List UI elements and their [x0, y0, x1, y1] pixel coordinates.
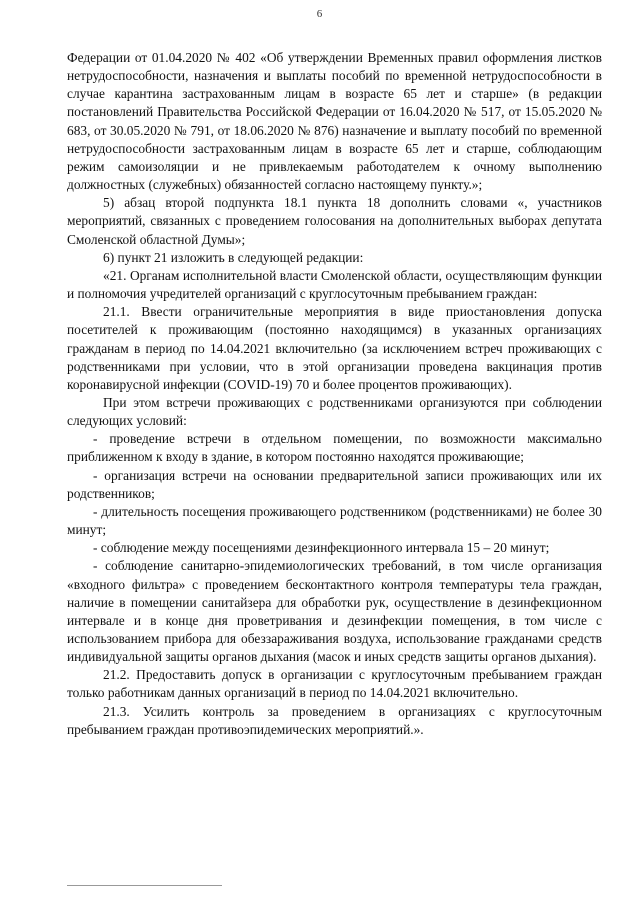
- paragraph-clause-21-3: 21.3. Усилить контроль за проведением в организациях с круглосуточным пребыванием граждан противоэпидемических мероприятий.».: [67, 703, 602, 737]
- list-item: - соблюдение санитарно-эпидемиологических требований, в том числе организация «входного фильтра» с проведением бесконтактного контроля температуры тела граждан, наличие в помещении санитайзера для обработки рук, осуществление в дезинфекционном интервале и в конце дня проветривания и дезинфекции помещения, в том числе с использованием прибора для обеззараживания воздуха, использование гражданами средств индивидуальной защиты органов дыхания (масок и иных средств защиты органов дыхания).: [67, 558, 602, 665]
- list-item: - проведение встречи в отдельном помещении, по возможности максимально приближенном к входу в здание, в котором постоянно находятся проживающие;: [67, 431, 602, 465]
- paragraph-continuation: Федерации от 01.04.2020 № 402 «Об утверждении Временных правил оформления листков нетрудоспособности, назначения и выплаты пособий по временной нетрудоспособности в случае карантина застрахованным лицам в возрасте 65 лет и старше» (в редакции постановлений Правительства Российской Федерации от 16.04.2020 № 517, от 15.05.2020 № 683, от 30.05.2020 № 791, от 18.06.2020 № 876) назначение и выплату пособий по временной нетрудоспособности застрахованным лицам в возрасте 65 лет и старше, соблюдающим режим самоизоляции и не привлекаемым работодателем к очному выполнению должностных (служебных) обязанностей согласно настоящему пункту.»;: [67, 50, 602, 193]
- document-body: [67, 49, 602, 739]
- footnote-divider: [67, 885, 222, 886]
- paragraph-item-5: 5) абзац второй подпункта 18.1 пункта 18 дополнить словами «, участников мероприятий, связанных с проведением голосования на дополнительных выборах депутата Смоленской областной Думы»;: [67, 195, 602, 247]
- paragraph-item-6: 6) пункт 21 изложить в следующей редакции:: [103, 249, 364, 265]
- paragraph-clause-21-1: 21.1. Ввести ограничительные мероприятия в виде приостановления допуска посетителей к проживающим (постоянно находящимся) в указанных организациях гражданам в период по 14.04.2021 включительно (за исключением встреч проживающих с родственниками при условии, что в этой организации проведена вакцинация против коронавирусной инфекции (COVID-19) 70 и более процентов проживающих).: [67, 304, 602, 392]
- paragraph-clause-21: «21. Органам исполнительной власти Смоленской области, осуществляющим функции и полномочия учредителей организаций с круглосуточным пребыванием граждан:: [67, 267, 602, 302]
- paragraph-clause-21-2: 21.2. Предоставить допуск в организации с круглосуточным пребыванием граждан только работникам данных организаций в период по 14.04.2021 включительно.: [67, 667, 602, 701]
- page-number: 6: [316, 8, 323, 20]
- paragraph-visit-conditions: При этом встречи проживающих с родственниками организуются при соблюдении следующих условий:: [67, 394, 602, 429]
- list-item: - соблюдение между посещениями дезинфекционного интервала 15 – 20 минут;: [93, 540, 550, 556]
- list-item: - длительность посещения проживающего родственником (родственниками) не более 30 минут;: [67, 503, 602, 538]
- list-item: - организация встречи на основании предварительной записи проживающих или их родственников;: [67, 467, 602, 501]
